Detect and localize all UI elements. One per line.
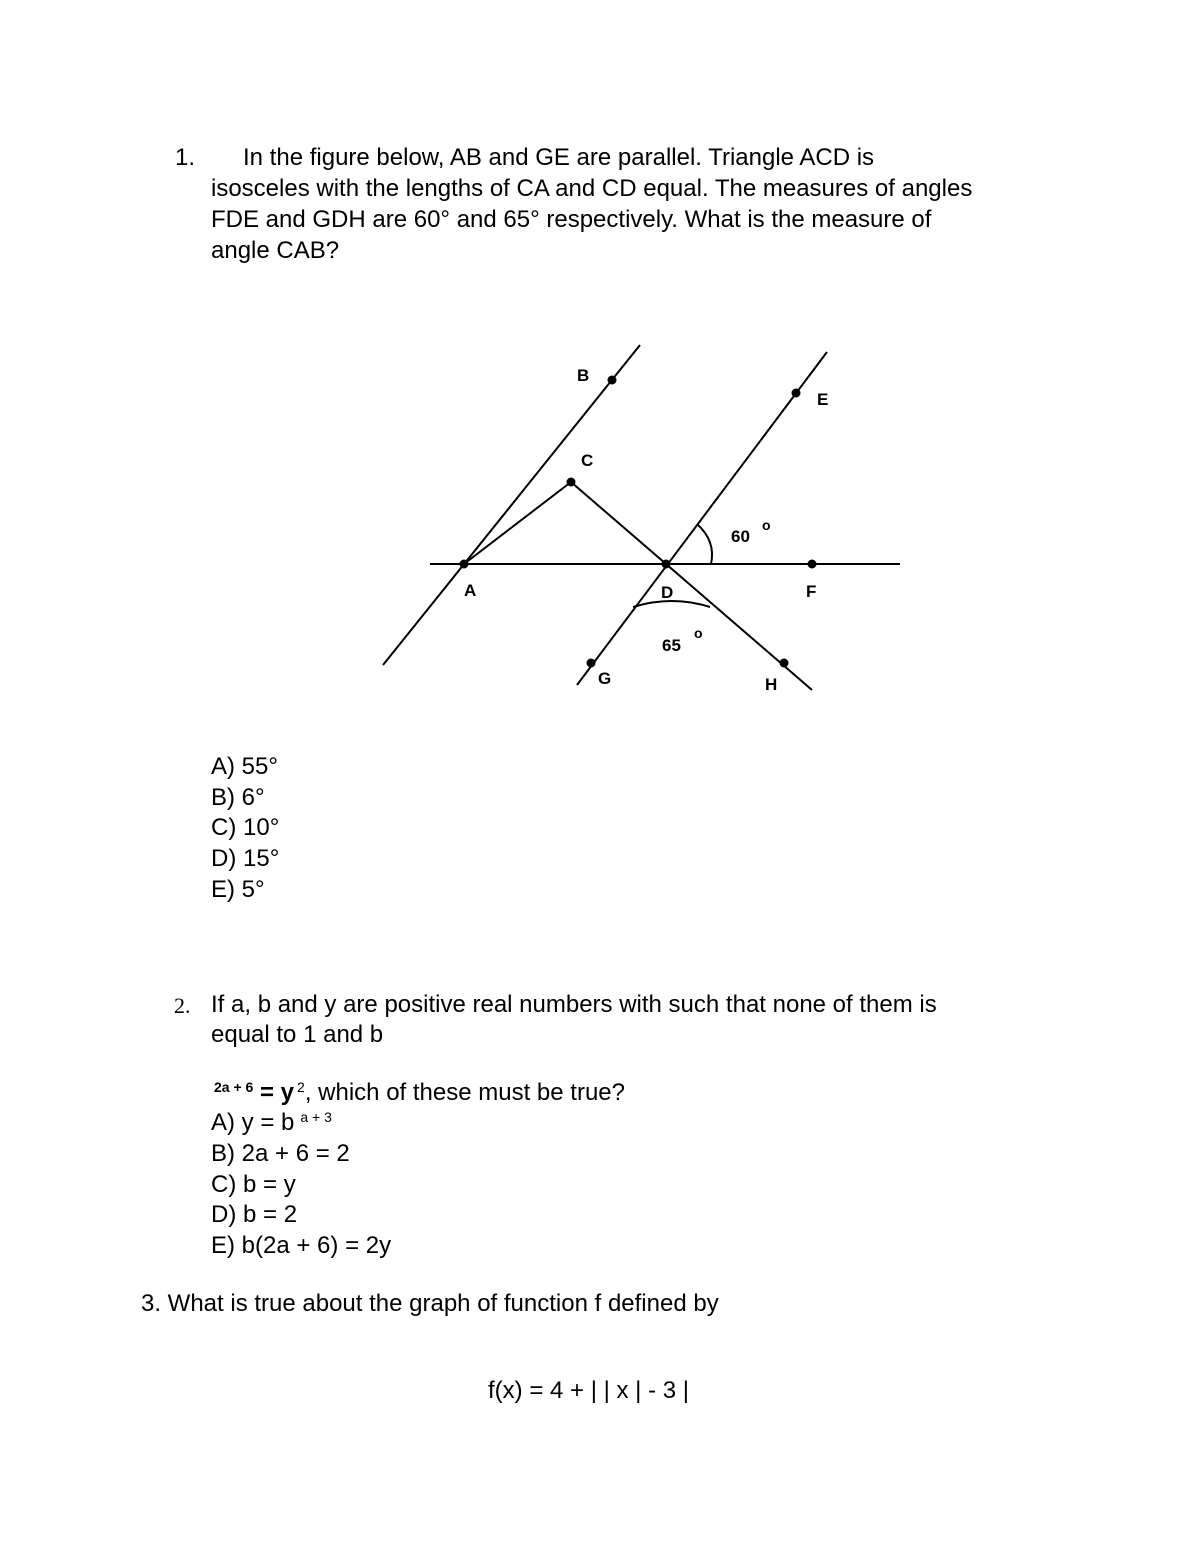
q3-text: 3. What is true about the graph of function f defined by: [141, 1290, 719, 1317]
q2-line-1: If a, b and y are positive real numbers with such that none of them is: [211, 991, 937, 1018]
point-c: [567, 478, 576, 487]
q1-line-1: In the figure below, AB and GE are parallel. Triangle ACD is: [243, 144, 875, 171]
line-ab: [383, 345, 640, 665]
q2-exponent-y: 2: [297, 1079, 305, 1095]
point-g: [587, 659, 596, 668]
point-e: [792, 389, 801, 398]
q2-choice-e: E) b(2a + 6) = 2y: [211, 1232, 392, 1259]
label-c: C: [581, 451, 594, 470]
point-f: [808, 560, 817, 569]
q1-choice-c: C) 10°: [211, 814, 280, 841]
label-g: G: [598, 669, 612, 688]
point-b: [608, 376, 617, 385]
line-ch: [571, 482, 812, 690]
segment-ac: [464, 482, 571, 564]
degree-mark-65: o: [694, 625, 703, 641]
point-h: [780, 659, 789, 668]
q1-choice-e: E) 5°: [211, 876, 265, 903]
q2-choice-c: C) b = y: [211, 1171, 296, 1198]
label-e: E: [817, 390, 829, 409]
angle-label-65: 65: [662, 636, 681, 655]
q2-choice-a-base: A) y = b: [211, 1109, 295, 1136]
label-d: D: [661, 583, 674, 602]
label-a: A: [464, 581, 477, 600]
q1-choice-b: B) 6°: [211, 784, 265, 811]
q2-equation-rest: , which of these must be true?: [304, 1079, 625, 1106]
q1-line-3: FDE and GDH are 60° and 65° respectively. What is the measure of: [211, 206, 932, 233]
q1-line-4: angle CAB?: [211, 237, 340, 264]
label-f: F: [806, 582, 817, 601]
q2-choice-a: [211, 1108, 332, 1140]
q2-choice-b: B) 2a + 6 = 2: [211, 1140, 350, 1167]
label-h: H: [765, 675, 778, 694]
q1-line-2: isosceles with the lengths of CA and CD equal. The measures of angles: [211, 175, 973, 202]
q2-line-2: equal to 1 and b: [211, 1021, 384, 1048]
q2-equation-main: = y: [253, 1079, 295, 1106]
q2-choice-d: D) b = 2: [211, 1201, 298, 1228]
point-d: [662, 560, 671, 569]
angle-arc-fde: [697, 524, 712, 564]
q1-choice-a: A) 55°: [211, 753, 278, 780]
q1-choice-d: D) 15°: [211, 845, 280, 872]
geometry-figure: [0, 0, 1200, 760]
degree-mark-60: o: [762, 517, 771, 533]
label-b: B: [577, 366, 590, 385]
q3-formula: f(x) = 4 + | | x | - 3 |: [488, 1377, 689, 1404]
q2-number: 2.: [174, 993, 191, 1018]
q2-exponent-left: 2a + 6: [214, 1079, 254, 1095]
point-a: [460, 560, 469, 569]
angle-label-60: 60: [731, 527, 750, 546]
q2-equation: [214, 1078, 625, 1110]
q1-number: 1.: [175, 144, 196, 171]
q2-choice-a-exponent: a + 3: [300, 1109, 332, 1125]
